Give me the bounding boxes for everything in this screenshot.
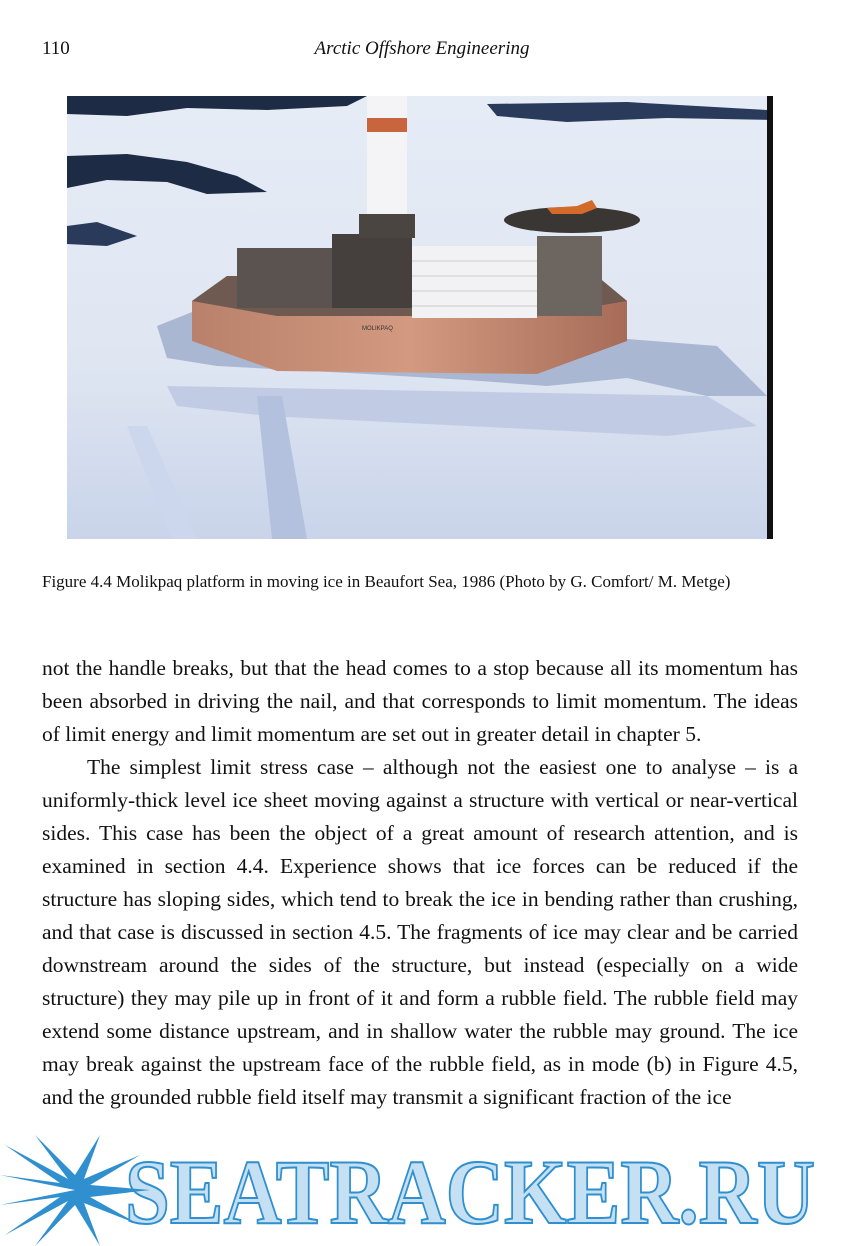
watermark-text: SEATRACKER.RU <box>125 1141 815 1243</box>
drilling-tower <box>367 96 407 214</box>
watermark <box>0 1135 858 1246</box>
tower-base <box>359 214 415 238</box>
page-header <box>42 38 802 68</box>
deck-module <box>412 246 537 318</box>
page-number: 110 <box>42 38 70 59</box>
hull-label: MOLIKPAQ <box>362 326 393 332</box>
body-text <box>42 652 798 1114</box>
molikpaq-photo <box>67 96 773 539</box>
paragraph: not the handle breaks, but that the head comes to a stop because all its momentum has been absorbed in driving the nail, and that corresponds to limit momentum. The ideas of limit energy and limit momentum are set out in greater detail in chapter 5. <box>42 656 798 746</box>
figure-caption: Figure 4.4 Molikpaq platform in moving ice in Beaufort Sea, 1986 (Photo by G. Comfort/ M. Metge) <box>42 572 731 591</box>
paragraph: The simplest limit stress case – although not the easiest one to analyse – is a uniformly-thick level ice sheet moving against a structure with vertical or near-vertical sides. This case has been the object of a great amount of research attention, and is examined in section 4.4. Experience shows that ice forces can be reduced if the structure has sloping sides, which tend to break the ice in bending rather than crushing, and that case is discussed in section 4.5. The fragments of ice may clear and be carried downstream around the sides of the structure, but instead (especially on a wide structure) they may pile up in front of it and form a rubble field. The rubble field may extend some distance upstream, and in shallow water the rubble may ground. The ice may break against the upstream face of the rubble field, as in mode (b) in Figure 4.5, and the grounded rubble field itself may transmit a significant fraction of the ice <box>42 755 798 1109</box>
photo-edge <box>767 96 773 539</box>
deck-module <box>237 248 332 308</box>
tower-band <box>367 118 407 132</box>
running-title: Arctic Offshore Engineering <box>314 38 530 59</box>
deck-module <box>332 234 412 308</box>
deck-module <box>537 236 602 316</box>
